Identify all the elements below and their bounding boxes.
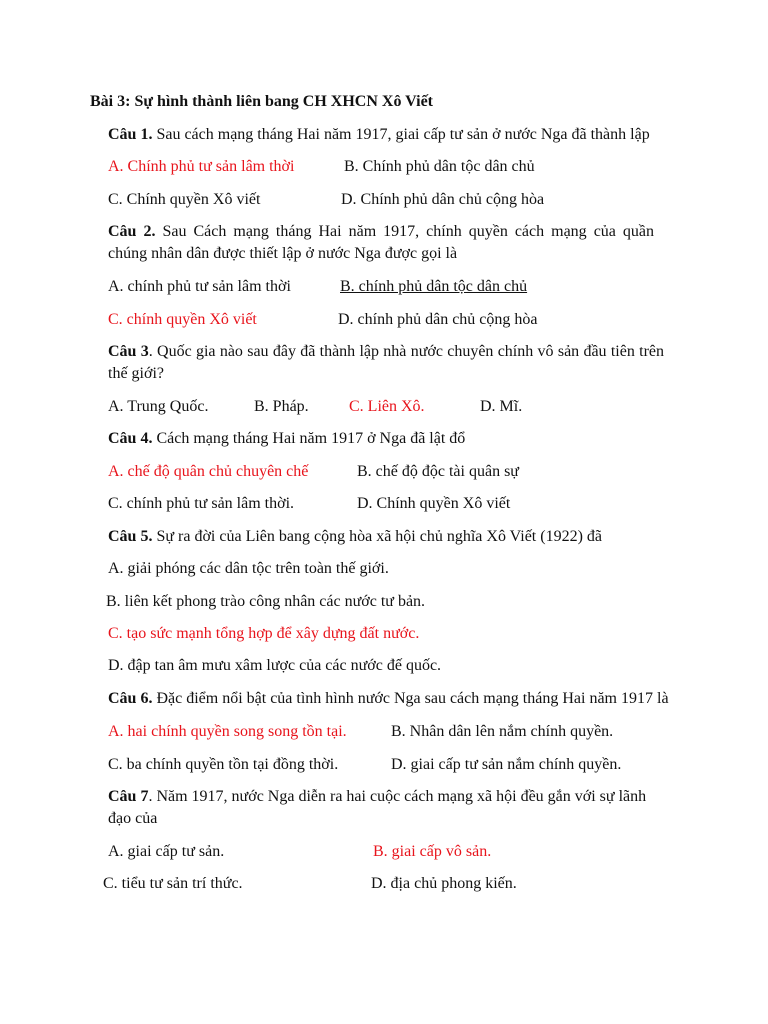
question-number: Câu 6. <box>108 690 153 707</box>
question-text: . Năm 1917, nước Nga diễn ra hai cuộc cách mạng xã hội đều gắn với sự lãnh đạo của <box>108 788 647 827</box>
question-text: . Quốc gia nào sau đây đã thành lập nhà nước chuyên chính vô sản đầu tiên trên thế giới? <box>108 343 665 382</box>
q7-option-d: D. địa chủ phong kiến. <box>371 875 517 892</box>
question-number: Câu 5. <box>108 528 153 545</box>
question-2 <box>108 221 654 265</box>
question-number: Câu 3 <box>108 343 149 360</box>
q5-option-c: C. tạo sức mạnh tổng hợp để xây dựng đất nước. <box>108 625 420 642</box>
q6-option-b: B. Nhân dân lên nắm chính quyền. <box>391 723 614 740</box>
question-4 <box>108 428 664 450</box>
q6-option-c: C. ba chính quyền tồn tại đồng thời. <box>108 756 339 773</box>
question-1 <box>108 124 678 146</box>
q2-option-c: C. chính quyền Xô viết <box>108 311 257 328</box>
q1-option-c: C. Chính quyền Xô viết <box>108 191 261 208</box>
q4-option-d: D. Chính quyền Xô viết <box>357 495 511 512</box>
q5-option-b: B. liên kết phong trào công nhân các nước tư bản. <box>106 593 426 610</box>
q3-option-c: C. Liên Xô. <box>349 398 425 415</box>
q6-option-a: A. hai chính quyền song song tồn tại. <box>108 723 347 740</box>
q6-option-d: D. giai cấp tư sản nắm chính quyền. <box>391 756 622 773</box>
question-text: Sự ra đời của Liên bang cộng hòa xã hội chủ nghĩa Xô Viết (1922) đã <box>152 528 602 545</box>
question-text: Cách mạng tháng Hai năm 1917 ở Nga đã lật đổ <box>152 430 466 447</box>
q3-option-d: D. Mĩ. <box>480 398 523 415</box>
question-3 <box>108 341 664 385</box>
q7-option-b: B. giai cấp vô sản. <box>373 843 492 860</box>
question-number: Câu 4. <box>108 430 153 447</box>
question-text: Đặc điểm nổi bật của tình hình nước Nga sau cách mạng tháng Hai năm 1917 là <box>152 690 669 707</box>
q4-option-b: B. chế độ độc tài quân sự <box>357 463 519 480</box>
q2-option-a: A. chính phủ tư sản lâm thời <box>108 278 291 295</box>
question-text: Sau cách mạng tháng Hai năm 1917, giai cấp tư sản ở nước Nga đã thành lập <box>152 126 650 143</box>
q4-option-c: C. chính phủ tư sản lâm thời. <box>108 495 295 512</box>
q5-option-a: A. giải phóng các dân tộc trên toàn thế giới. <box>108 560 389 577</box>
q3-option-a: A. Trung Quốc. <box>108 398 209 415</box>
question-5 <box>108 526 664 548</box>
question-7 <box>108 786 654 830</box>
q1-option-a: A. Chính phủ tư sản lâm thời <box>108 158 295 175</box>
lesson-title: Bài 3: Sự hình thành liên bang CH XHCN Xô Viết <box>90 93 434 110</box>
q4-option-a: A. chế độ quân chủ chuyên chế <box>108 463 309 480</box>
question-number: Câu 2. <box>108 223 156 240</box>
q7-option-c: C. tiểu tư sản trí thức. <box>103 875 243 892</box>
question-number: Câu 1. <box>108 126 153 143</box>
q2-option-d: D. chính phủ dân chủ cộng hòa <box>338 311 538 328</box>
question-number: Câu 7 <box>108 788 149 805</box>
q2-option-b: B. chính phủ dân tộc dân chủ <box>340 278 528 295</box>
q7-option-a: A. giai cấp tư sản. <box>108 843 225 860</box>
question-text: Sau Cách mạng tháng Hai năm 1917, chính quyền cách mạng của quần chúng nhân dân được thiết lập ở nước Nga được gọi là <box>108 223 655 262</box>
q1-option-d: D. Chính phủ dân chủ cộng hòa <box>341 191 545 208</box>
q5-option-d: D. đập tan âm mưu xâm lược của các nước đế quốc. <box>108 657 442 674</box>
q1-option-b: B. Chính phủ dân tộc dân chủ <box>344 158 535 175</box>
question-6 <box>108 688 678 710</box>
q3-option-b: B. Pháp. <box>254 398 309 415</box>
